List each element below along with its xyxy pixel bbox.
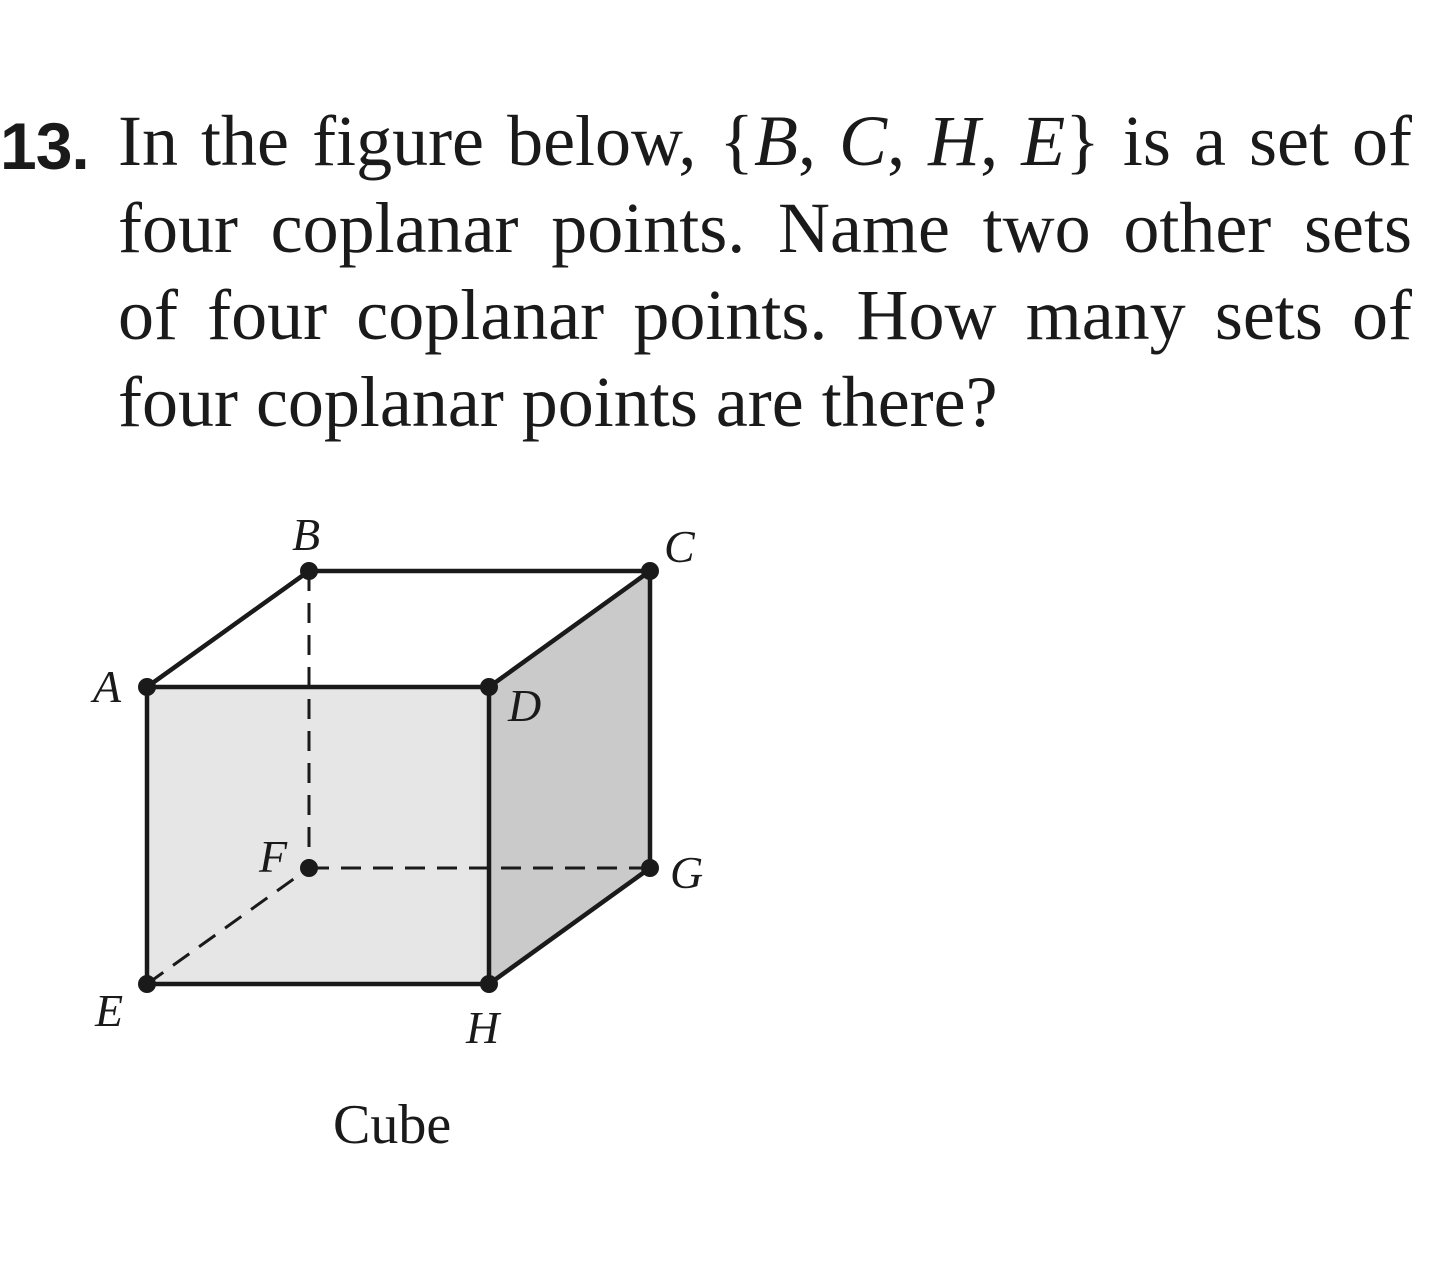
problem-statement — [118, 98, 1412, 446]
problem-line-3: of four coplanar points. How many sets of — [118, 275, 1412, 355]
label-b: B — [292, 509, 321, 560]
point-name: C — [839, 101, 888, 181]
vertex-a — [138, 678, 156, 696]
vertex-e — [138, 975, 156, 993]
text-segment: , — [980, 101, 1022, 181]
label-g: G — [670, 847, 704, 898]
edge-ab — [147, 571, 309, 687]
problem-line-1 — [118, 98, 1412, 185]
vertex-c — [641, 562, 659, 580]
problem-number: 13. — [0, 109, 89, 183]
vertex-b — [300, 562, 318, 580]
cube-side-face — [489, 571, 650, 984]
vertex-g — [641, 859, 659, 877]
point-name: B — [753, 101, 798, 181]
label-h: H — [466, 1002, 500, 1053]
point-name: E — [1021, 101, 1066, 181]
vertex-f — [300, 859, 318, 877]
label-e: E — [95, 985, 124, 1036]
problem-line-4: four coplanar points are there? — [118, 362, 998, 442]
vertex-h — [480, 975, 498, 993]
problem-line-2: four coplanar points. Name two other sets — [118, 188, 1412, 268]
label-d: D — [508, 680, 542, 731]
cube-diagram — [0, 500, 820, 1100]
text-segment: , — [887, 101, 929, 181]
vertex-d — [480, 678, 498, 696]
text-segment: In the figure below, { — [118, 101, 754, 181]
label-a: A — [93, 661, 122, 712]
point-name: H — [928, 101, 981, 181]
cube-front-face — [147, 687, 489, 984]
text-segment: , — [797, 101, 840, 181]
text-segment: } is a set of — [1065, 101, 1413, 181]
figure-caption: Cube — [333, 1094, 452, 1156]
label-c: C — [664, 521, 695, 572]
label-f: F — [259, 831, 288, 882]
